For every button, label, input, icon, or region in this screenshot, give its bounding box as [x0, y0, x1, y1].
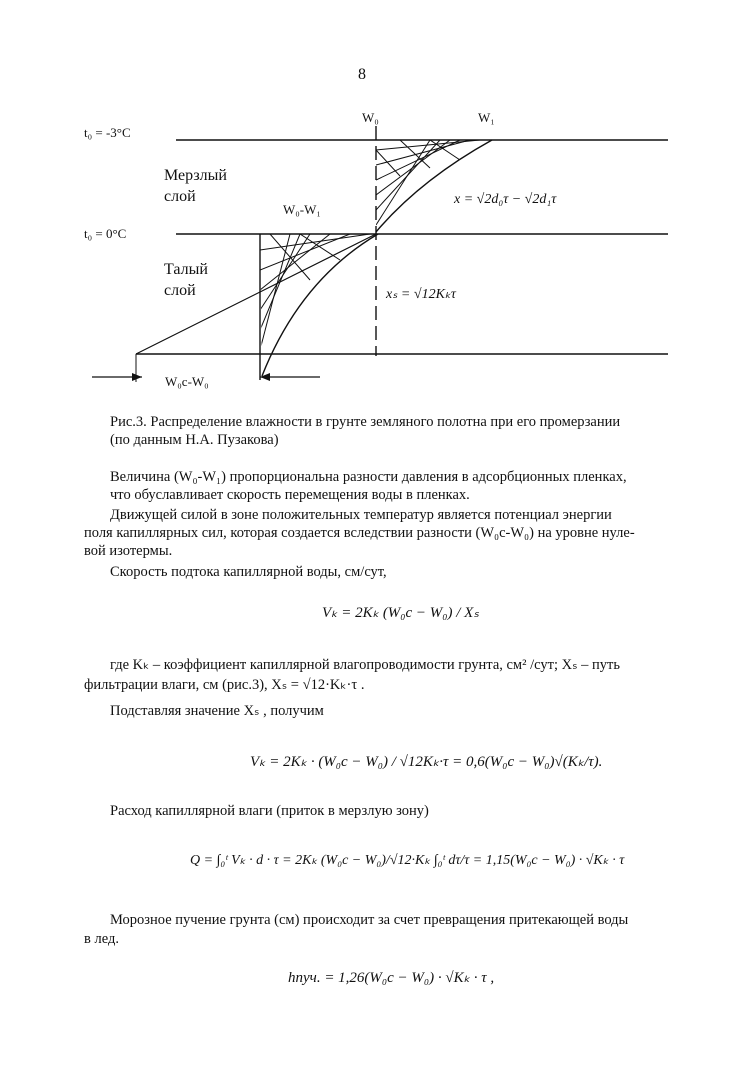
figure-caption-line1: Рис.3. Распределение влажности в грунте земляного полотна при его промерзании — [110, 414, 621, 430]
equation-1: Vₖ = 2Kₖ (W₀c − W₀) / Xₛ — [322, 605, 479, 621]
paragraph-2-line1: Движущей силой в зоне положительных температур является потенциал энергии — [110, 507, 612, 523]
woc-w0-label: W₀c-W₀ — [165, 374, 209, 389]
thawed-layer-label-2: слой — [164, 282, 196, 299]
paragraph-5: Расход капиллярной влаги (приток в мерзлую зону) — [110, 803, 429, 819]
arrow-left-icon — [132, 373, 142, 381]
frozen-layer-label-1: Мерзлый — [164, 167, 227, 184]
w0-w1-label: W₀-W₁ — [283, 202, 321, 217]
page-number: 8 — [358, 66, 366, 83]
paragraph-2-line2: поля капиллярных сил, которая создается вследствии разности (W₀c-W₀) на уровне нуле- — [84, 525, 635, 541]
temp-zero-label: t₀ = 0°C — [84, 226, 127, 241]
equation-4: hпуч. = 1,26(W₀c − W₀) · √Kₖ · τ , — [288, 970, 495, 986]
paragraph-2-line3: вой изотермы. — [84, 543, 173, 559]
frozen-moisture-curve — [376, 140, 492, 232]
w1-label: W₁ — [478, 110, 495, 125]
formula-x: x = √2d₀τ − √2d₁τ — [454, 192, 557, 207]
paragraph-3: Скорость подтока капиллярной воды, см/сут, — [110, 564, 387, 580]
where-line1: где Kₖ – коэффициент капиллярной влагопроводимости грунта, см² /сут; Xₛ – путь — [110, 657, 620, 673]
figure-caption-line2: (по данным Н.А. Пузакова) — [110, 432, 279, 448]
paragraph-1-line2: что обуславливает скорость перемещения воды в пленках. — [110, 487, 470, 503]
temp-minus3-label: t₀ = -3°C — [84, 125, 131, 140]
frozen-layer-label-2: слой — [164, 188, 196, 205]
where-line2: фильтрации влаги, см (рис.3), Xₛ = √12·Kₖ·τ . — [84, 677, 365, 693]
figure-diagram — [0, 0, 732, 400]
formula-xs: xₛ = √12Kₖτ — [386, 287, 456, 302]
equation-3: Q = ∫₀ᵗ Vₖ · d · τ = 2Kₖ (W₀c − W₀)/√12·Kₖ ∫₀ᵗ dτ/τ = 1,15(W₀c − W₀) · √Kₖ · τ — [190, 853, 625, 868]
arrow-right-icon — [260, 373, 270, 381]
paragraph-6-line2: в лед. — [84, 931, 119, 947]
thawed-layer-label-1: Талый — [164, 261, 208, 278]
thawed-hatching — [260, 234, 370, 350]
equation-2: Vₖ = 2Kₖ · (W₀c − W₀) / √12Kₖ·τ = 0,6(W₀c − W₀)√(Kₖ/τ). — [250, 754, 603, 770]
w0-label: W₀ — [362, 110, 379, 125]
paragraph-4: Подставляя значение Xₛ , получим — [110, 703, 324, 719]
paragraph-6-line1: Морозное пучение грунта (см) происходит за счет превращения притекающей воды — [110, 912, 629, 928]
paragraph-1-line1: Величина (W₀-W₁) пропорциональна разности давления в адсорбционных пленках, — [110, 469, 627, 485]
